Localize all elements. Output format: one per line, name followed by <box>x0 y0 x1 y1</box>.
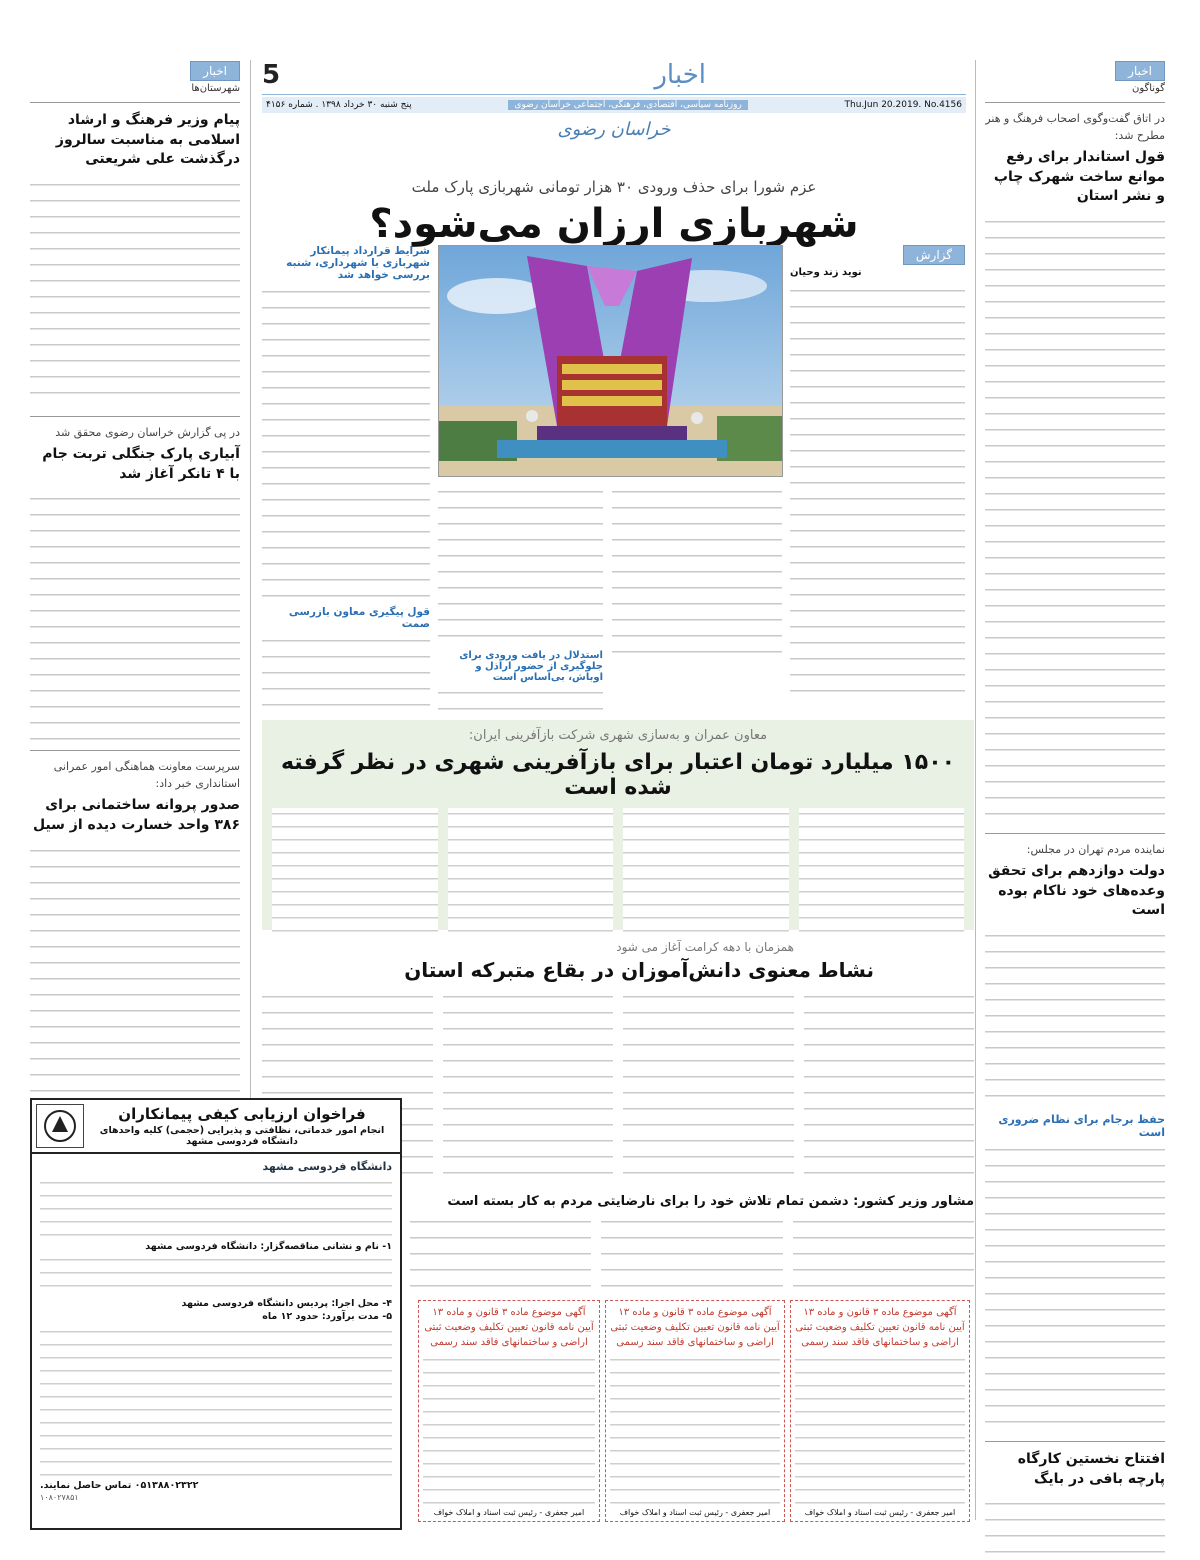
left-story2-kicker: در پی گزارش خراسان رضوی محقق شد <box>55 425 240 439</box>
green-headline: ۱۵۰۰ میلیارد تومان اعتبار برای بازآفرینی شهری در نظر گرفته شده است <box>280 749 956 800</box>
masthead-date-fa: پنج شنبه ۳۰ خرداد ۱۳۹۸ . شماره ۴۱۵۶ <box>266 100 412 110</box>
lead-headline: شهربازی ارزان می‌شود؟ <box>369 200 859 247</box>
lower-headline: مشاور وزیر کشور: دشمن تمام تلاش خود را برای نارضایتی مردم به کار بسته است <box>447 1194 974 1209</box>
green-feature <box>262 720 974 930</box>
right-column <box>985 60 1165 1560</box>
amusement-ride-photo <box>438 245 783 477</box>
lead-left-column <box>262 245 430 734</box>
mid-body-col2 <box>623 990 794 1180</box>
mid-body-col3 <box>443 990 614 1180</box>
mid-headline: نشاط معنوی دانش‌آموزان در بقاع متبرکه استان <box>404 958 874 982</box>
masthead-section: اخبار <box>654 60 706 90</box>
masthead-tagline: روزنامه سیاسی، اقتصادی، فرهنگی، اجتماعی خراسان رضوی <box>508 100 747 110</box>
lead-story <box>262 176 966 247</box>
lead-sub2: قول پیگیری معاون بازرسی صمت <box>288 606 430 630</box>
right-story2-body2 <box>985 1143 1165 1433</box>
green-body-col1 <box>799 808 965 938</box>
report-tag: گزارش <box>903 245 965 265</box>
small-ad-footer: امیر جعفری - رئیس ثبت اسناد و املاک خواف <box>619 1508 771 1517</box>
lower-body-col2 <box>601 1215 782 1295</box>
lead-sub1-body <box>262 285 430 600</box>
green-body-col2 <box>623 808 789 938</box>
green-body-col3 <box>448 808 614 938</box>
masthead-logo: خراسان رضوی <box>557 119 671 140</box>
small-ad-footer: امیر جعفری - رئیس ثبت اسناد و املاک خواف <box>433 1508 585 1517</box>
left-story2-headline: آبیاری پارک جنگلی تربت جام با ۴ تانکر آغاز شد <box>42 446 240 482</box>
right-story2-subhead: حفظ برجام برای نظام ضروری است <box>998 1113 1165 1140</box>
ad-item3: ۵- مدت برآورد: حدود ۱۲ ماه <box>262 1311 392 1322</box>
lower-body-col1 <box>793 1215 974 1295</box>
lead-sub3-block <box>438 650 603 726</box>
section-sub: گوناگون <box>1131 83 1165 94</box>
ad-org: دانشگاه فردوسی مشهد <box>262 1160 392 1173</box>
lead-sub1: شرایط قرارداد پیمانکار شهربازی با شهرداری، شنبه بررسی خواهد شد <box>286 245 430 281</box>
tender-ad <box>30 1098 402 1530</box>
small-ad-footer: امیر جعفری - رئیس ثبت اسناد و املاک خواف <box>804 1508 956 1517</box>
masthead-date-en: Thu.Jun 20.2019. No.4156 <box>844 100 962 110</box>
section-sub-left: شهرستان‌ها <box>191 83 240 94</box>
green-body-col4 <box>272 808 438 938</box>
report-author: نوید زند وحیان <box>790 267 862 278</box>
right-story2-body <box>985 929 1165 1109</box>
left-story1-headline: پیام وزیر فرهنگ و ارشاد اسلامی به مناسبت سالروز درگذشت علی شریعتی <box>55 112 240 168</box>
right-story1-body <box>985 215 1165 825</box>
ad-phone: ۰۵۱۳۸۸۰۲۳۲۲ تماس حاصل نمایند. <box>40 1480 199 1491</box>
ad-item1: ۱- نام و نشانی مناقصه‌گزار: دانشگاه فردوسی مشهد <box>145 1241 392 1252</box>
right-story1-headline: قول استاندار برای رفع موانع ساخت شهرک چاپ و نشر استان <box>993 149 1165 205</box>
ad-subtitle: انجام امور خدماتی، نظافتی و پذیرایی (حجمی) کلیه واحدهای دانشگاه فردوسی مشهد <box>99 1125 385 1147</box>
left-column <box>30 60 240 1104</box>
small-ad-2 <box>605 1300 785 1522</box>
small-ad-3 <box>418 1300 600 1522</box>
ad-title: فراخوان ارزیابی کیفی پیمانکاران <box>118 1105 366 1123</box>
ad-code: ۱۰۸۰۲۷۸۵۱ <box>40 1493 79 1502</box>
small-ad-1 <box>790 1300 970 1522</box>
report-body <box>790 284 965 699</box>
small-ad-title: آگهی موضوع ماده ۳ قانون و ماده ۱۳ آیین نامه قانون تعیین تکلیف وضعیت ثبتی اراضی و ساختمانهای فاقد سند رسمی <box>795 1307 965 1348</box>
report-column <box>790 245 965 699</box>
right-story2-kicker: نماینده مردم تهران در مجلس: <box>1026 842 1165 856</box>
university-logo <box>36 1104 84 1148</box>
masthead <box>262 60 966 158</box>
left-story3-body <box>30 844 240 1104</box>
small-ad-title: آگهی موضوع ماده ۳ قانون و ماده ۱۳ آیین نامه قانون تعیین تکلیف وضعیت ثبتی اراضی و ساختمانهای فاقد سند رسمی <box>610 1307 780 1348</box>
ad-item2: ۴- محل اجرا: پردیس دانشگاه فردوسی مشهد <box>181 1298 392 1309</box>
right-story2-headline: دولت دوازدهم برای تحقق وعده‌های خود ناکام بوده است <box>988 863 1165 919</box>
lead-sub3: استدلال در یافت ورودی برای جلوگیری از حضور اراذل و اوباش، بی‌اساس است <box>459 650 603 683</box>
section-tag: اخبار <box>1115 61 1165 81</box>
left-story1-body <box>30 178 240 408</box>
lower-body-col3 <box>410 1215 591 1295</box>
right-story1-kicker: در اتاق گفت‌وگوی اصحاب فرهنگ و هنر مطرح شد: <box>985 112 1165 142</box>
green-kicker: معاون عمران و به‌سازی شهری شرکت بازآفرینی ایران: <box>468 728 768 743</box>
lead-kicker: عزم شورا برای حذف ورودی ۳۰ هزار تومانی شهربازی پارک ملت <box>411 178 817 196</box>
section-tag-left: اخبار <box>190 61 240 81</box>
page-number: 5 <box>262 60 281 90</box>
left-story3-kicker: سرپرست معاونت هماهنگی امور عمرانی استانداری خبر داد: <box>53 760 240 790</box>
lower-story <box>410 1194 974 1295</box>
mid-kicker: همزمان با دهه کرامت آغاز می شود <box>616 940 794 954</box>
right-story3-headline: افتتاح نخستین کارگاه پارچه بافی در بایگ <box>1017 1451 1165 1487</box>
left-story3-headline: صدور پروانه ساختمانی برای ۳۸۶ واحد خسارت دیده از سیل <box>32 797 240 834</box>
small-ad-title: آگهی موضوع ماده ۳ قانون و ماده ۱۳ آیین نامه قانون تعیین تکلیف وضعیت ثبتی اراضی و ساختمانهای فاقد سند رسمی <box>424 1307 594 1348</box>
lead-body-col3 <box>438 485 603 645</box>
right-section-tag <box>985 60 1165 81</box>
left-story2-body <box>30 492 240 742</box>
lead-sub2-body <box>262 634 430 734</box>
mid-body-col1 <box>804 990 975 1180</box>
right-story3-body <box>985 1497 1165 1560</box>
lead-body-col2 <box>612 485 782 660</box>
